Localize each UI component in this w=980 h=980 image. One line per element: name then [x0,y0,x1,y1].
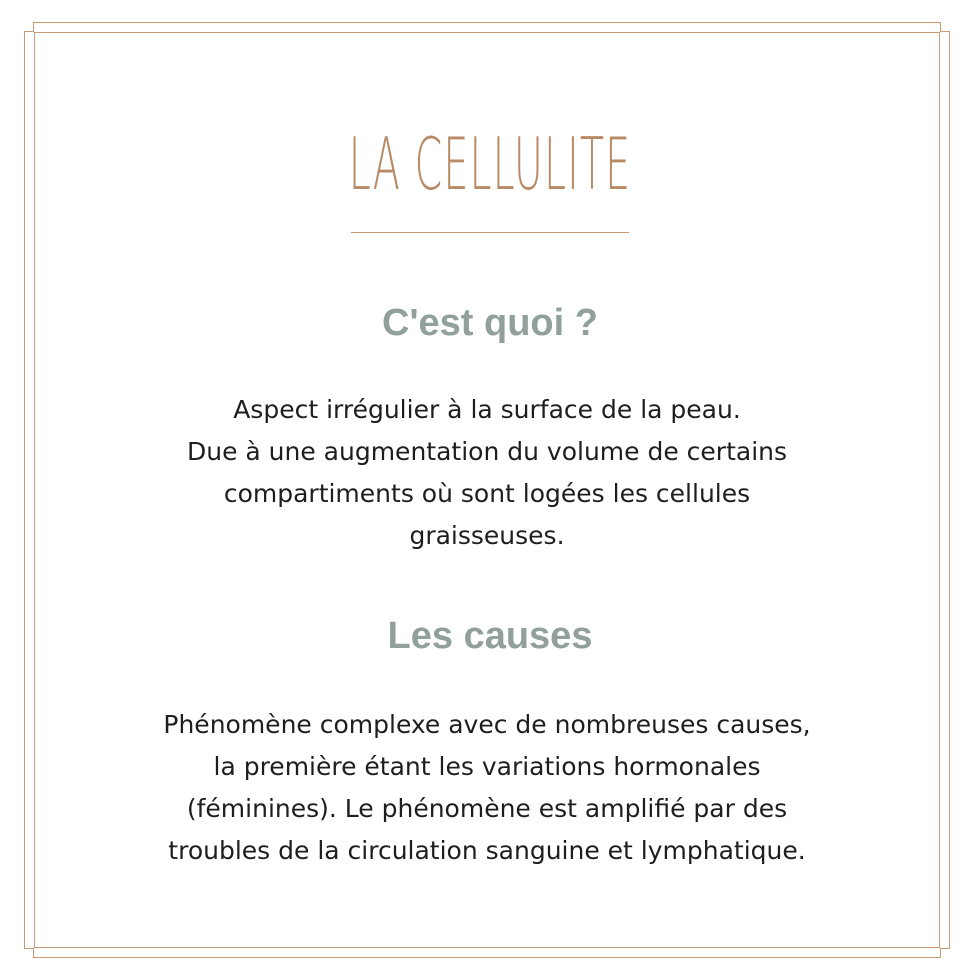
frame-corner-bottom-right [940,948,950,958]
text-line: (féminines). Le phénomène est amplifié par des [186,794,788,823]
text-line: Due à une augmentation du volume de certains [186,437,788,466]
section-heading-what-is-it: C'est quoi ? [382,302,598,344]
frame-corner-top-left [24,22,34,32]
title-underline [351,232,629,233]
text-line: Aspect irrégulier à la surface de la peau. [233,395,741,424]
section-text-what-is-it [60,389,914,557]
text-line: la première étant les variations hormonales [213,752,761,781]
page-title: LA CELLULITE [348,122,632,206]
text-line: Phénomène complexe avec de nombreuses causes, [163,710,811,739]
text-line: troubles de la circulation sanguine et lymphatique. [168,836,806,865]
text-line: graisseuses. [409,521,565,550]
section-text-causes [60,704,914,872]
frame-corner-bottom-left [24,948,34,958]
frame-corner-top-right [940,22,950,32]
text-line: compartiments où sont logées les cellules [223,479,751,508]
section-heading-causes: Les causes [387,615,593,657]
